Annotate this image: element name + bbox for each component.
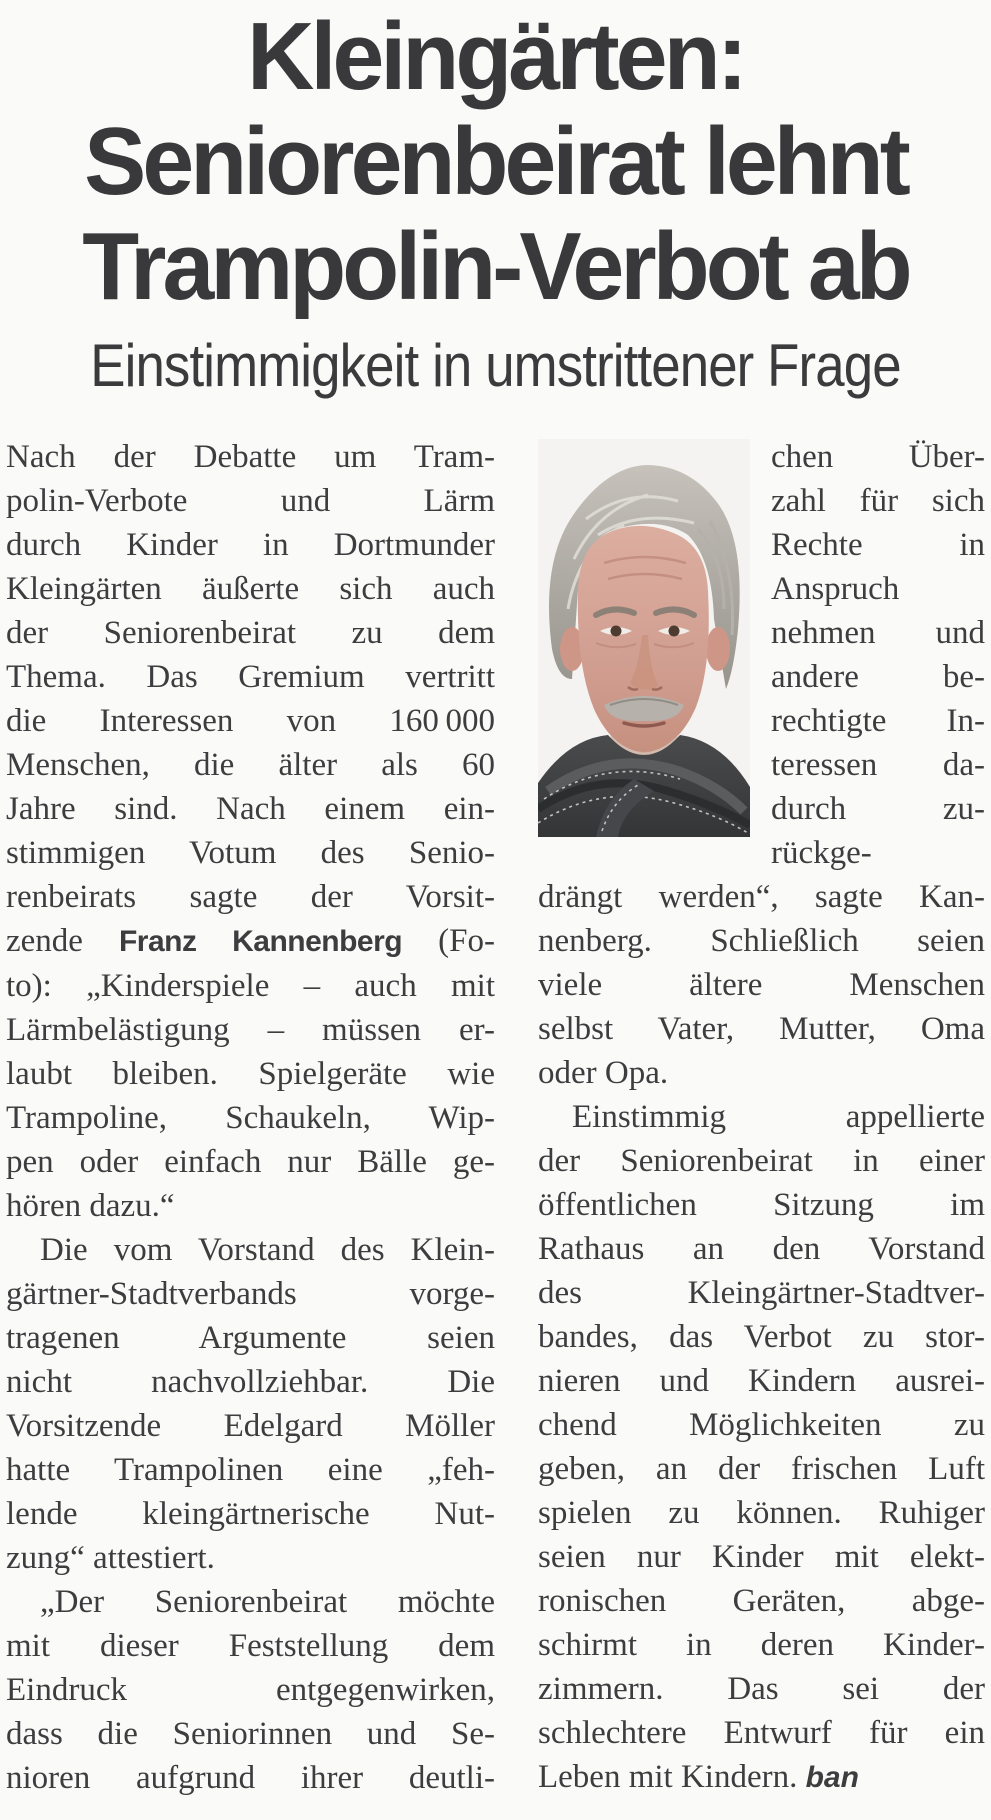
text-line: des Kleingärtner-Stadtver- <box>538 1275 985 1311</box>
text-line: oder Opa. <box>538 1055 669 1091</box>
headline-line-2: Seniorenbeirat lehnt <box>84 108 907 215</box>
text-line: nieren und Kindern ausrei- <box>538 1363 985 1399</box>
text-line: der Seniorenbeirat zu dem <box>6 615 495 651</box>
text-line: lende kleingärtnerische Nut- <box>6 1496 495 1532</box>
headline-line-3: Trampolin-Verbot ab <box>82 213 909 320</box>
text-line: öffentlichen Sitzung im <box>538 1187 985 1223</box>
text-line: andere be- <box>771 659 985 695</box>
text-line: nenberg. Schließlich seien <box>538 923 985 959</box>
text-line: drängt werden“, sagte Kan- <box>538 879 985 915</box>
text-line: to): „Kinderspiele – auch mit <box>6 968 495 1004</box>
text-line: Thema. Das Gremium vertritt <box>6 659 495 695</box>
headline-line-1: Kleingärten: <box>247 3 744 110</box>
person-name-highlight: Franz Kannenberg <box>118 925 403 958</box>
text-line: Leben mit Kindern. ban <box>538 1759 859 1795</box>
text-line: geben, an der frischen Luft <box>538 1451 985 1487</box>
text-line: „Der Seniorenbeirat möchte <box>40 1584 495 1620</box>
text-line: renbeirats sagte der Vorsit- <box>6 879 495 915</box>
text-line: selbst Vater, Mutter, Oma <box>538 1011 985 1047</box>
text-line: teressen da- <box>771 747 985 783</box>
text-line: viele ältere Menschen <box>538 967 985 1003</box>
text-line: polin-Verbote und Lärm <box>6 483 495 519</box>
text-line: Jahre sind. Nach einem ein- <box>6 791 495 827</box>
text-line: tragenen Argumente seien <box>6 1320 495 1356</box>
text-line: schlechtere Entwurf für ein <box>538 1715 985 1751</box>
subheadline <box>6 332 985 399</box>
text-line: durch Kinder in Dortmunder <box>6 527 495 563</box>
text-line: Menschen, die älter als 60 <box>6 747 495 783</box>
text-line: Anspruch <box>771 571 900 607</box>
text-line: der Seniorenbeirat in einer <box>538 1143 985 1179</box>
text-line: mit dieser Feststellung dem <box>6 1628 495 1664</box>
article-body <box>6 435 985 1800</box>
text-line: ronischen Geräten, abge- <box>538 1583 985 1619</box>
text-line: Einstimmig appellierte <box>572 1099 985 1135</box>
text-line: zahl für sich <box>771 483 985 519</box>
portrait-photo <box>538 439 750 837</box>
subheadline-text: Einstimmigkeit in umstrittener Frage <box>90 332 901 399</box>
text-line: spielen zu können. Ruhiger <box>538 1495 985 1531</box>
text-line: durch zu- <box>771 791 985 827</box>
text-line: Die vom Vorstand des Klein- <box>40 1232 495 1268</box>
text-line: Kleingärten äußerte sich auch <box>6 571 495 607</box>
text-line: nioren aufgrund ihrer deutli- <box>6 1760 495 1796</box>
newspaper-article-page <box>0 4 991 1800</box>
text-line: dass die Seniorinnen und Se- <box>6 1716 495 1752</box>
text-line: Trampoline, Schaukeln, Wip- <box>6 1100 495 1136</box>
text-line: hatte Trampolinen eine „feh- <box>6 1452 495 1488</box>
author-signature: ban <box>805 1761 859 1794</box>
text-line: rückge- <box>771 835 872 871</box>
text-line: die Interessen von 160 000 <box>6 703 495 739</box>
article-column-left <box>6 435 495 1800</box>
text-line: rechtigte In- <box>771 703 985 739</box>
text-line: gärtner-Stadtverbands vorge- <box>6 1276 495 1312</box>
text-line: seien nur Kinder mit elekt- <box>538 1539 985 1575</box>
text-line: laubt bleiben. Spielgeräte wie <box>6 1056 495 1092</box>
text-line: zimmern. Das sei der <box>538 1671 985 1707</box>
text-line: Rechte in <box>771 527 985 563</box>
text-line: zung“ attestiert. <box>6 1540 215 1576</box>
text-line: chend Möglichkeiten zu <box>538 1407 985 1443</box>
headline <box>6 4 985 319</box>
text-line: Nach der Debatte um Tram- <box>6 439 495 475</box>
text-line: Vorsitzende Edelgard Möller <box>6 1408 495 1444</box>
text-line: zende Franz Kannenberg (Fo- <box>6 923 495 959</box>
text-line: schirmt in deren Kinder- <box>538 1627 985 1663</box>
portrait-photo-illustration <box>538 439 750 837</box>
text-line: Eindruck entgegenwirken, <box>6 1672 495 1708</box>
text-line: Rathaus an den Vorstand <box>538 1231 985 1267</box>
text-line: chen Über- <box>771 439 985 475</box>
text-line: nehmen und <box>771 615 985 651</box>
text-line: nicht nachvollziehbar. Die <box>6 1364 495 1400</box>
text-line: bandes, das Verbot zu stor- <box>538 1319 985 1355</box>
text-line: stimmigen Votum des Senio- <box>6 835 495 871</box>
text-line: hören dazu.“ <box>6 1188 175 1224</box>
text-line: pen oder einfach nur Bälle ge- <box>6 1144 495 1180</box>
article-column-right <box>538 435 985 1800</box>
text-line: Lärmbelästigung – müssen er- <box>6 1012 495 1048</box>
